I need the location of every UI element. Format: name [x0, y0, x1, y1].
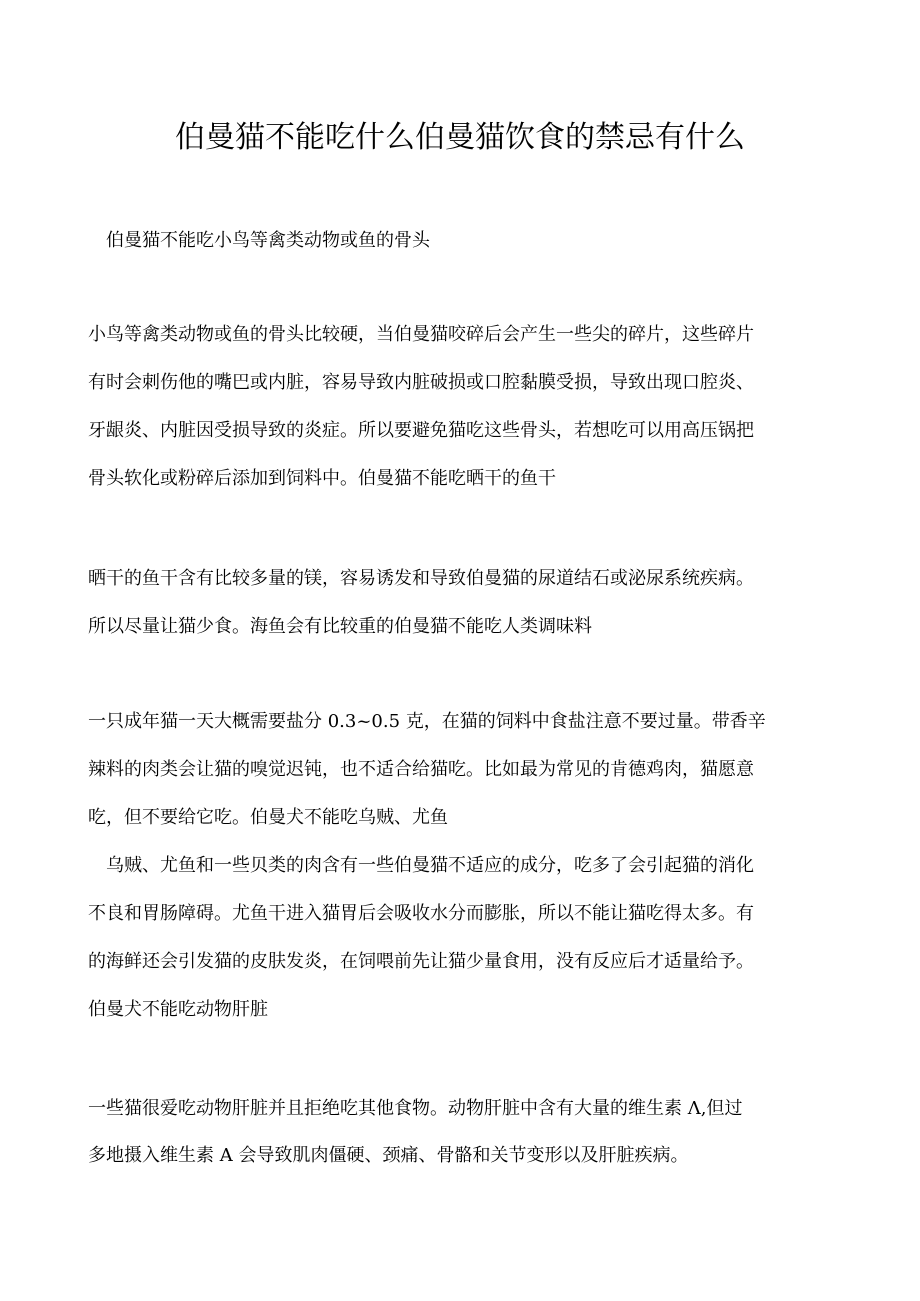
paragraph-line: 牙龈炎、内脏因受损导致的炎症。所以要避免猫吃这些骨头，若想吃可以用高压锅把	[88, 420, 754, 441]
paragraph-line: 伯曼犬不能吃动物肝脏	[88, 999, 268, 1020]
paragraph-line: 吃，但不要给它吃。伯曼犬不能吃乌贼、尤鱼	[88, 807, 448, 828]
page-title: 伯曼猫不能吃什么伯曼猫饮食的禁忌有什么	[175, 120, 745, 155]
paragraph-line: 晒干的鱼干含有比较多量的镁，容易诱发和导致伯曼猫的尿道结石或泌尿系统疾病。	[88, 568, 754, 589]
paragraph-line: 小鸟等禽类动物或鱼的骨头比较硬，当伯曼猫咬碎后会产生一些尖的碎片，这些碎片	[88, 324, 754, 345]
paragraph-line: 多地摄入维生素 A 会导致肌肉僵硬、颈痛、骨骼和关节变形以及肝脏疾病。	[88, 1145, 689, 1166]
paragraph-line: 不良和胃肠障碍。尤鱼干进入猫胃后会吸收水分而膨胀，所以不能让猫吃得太多。有	[88, 903, 754, 924]
paragraph-line: 所以尽量让猫少食。海鱼会有比较重的伯曼猫不能吃人类调味料	[88, 616, 592, 637]
paragraph-line: 一只成年猫一天大概需要盐分 0.3~0.5 克，在猫的饲料中食盐注意不要过量。带香辛	[88, 711, 766, 732]
paragraph-line: 一些猫很爱吃动物肝脏并且拒绝吃其他食物。动物肝脏中含有大量的维生素 Λ,但过	[88, 1098, 743, 1119]
paragraph-line: 有时会刺伤他的嘴巴或内脏，容易导致内脏破损或口腔黏膜受损，导致出现口腔炎、	[88, 372, 754, 393]
paragraph-line: 乌贼、尤鱼和一些贝类的肉含有一些伯曼猫不适应的成分，吃多了会引起猫的消化	[106, 855, 754, 876]
paragraph-line: 的海鲜还会引发猫的皮肤发炎，在饲喂前先让猫少量食用，没有反应后才适量给予。	[88, 951, 754, 972]
paragraph-line: 骨头软化或粉碎后添加到饲料中。伯曼猫不能吃晒干的鱼干	[88, 468, 556, 489]
paragraph-line: 辣料的肉类会让猫的嗅觉迟钝，也不适合给猫吃。比如最为常见的肯德鸡肉，猫愿意	[88, 759, 754, 780]
subheading-bones: 伯曼猫不能吃小鸟等禽类动物或鱼的骨头	[106, 230, 430, 251]
